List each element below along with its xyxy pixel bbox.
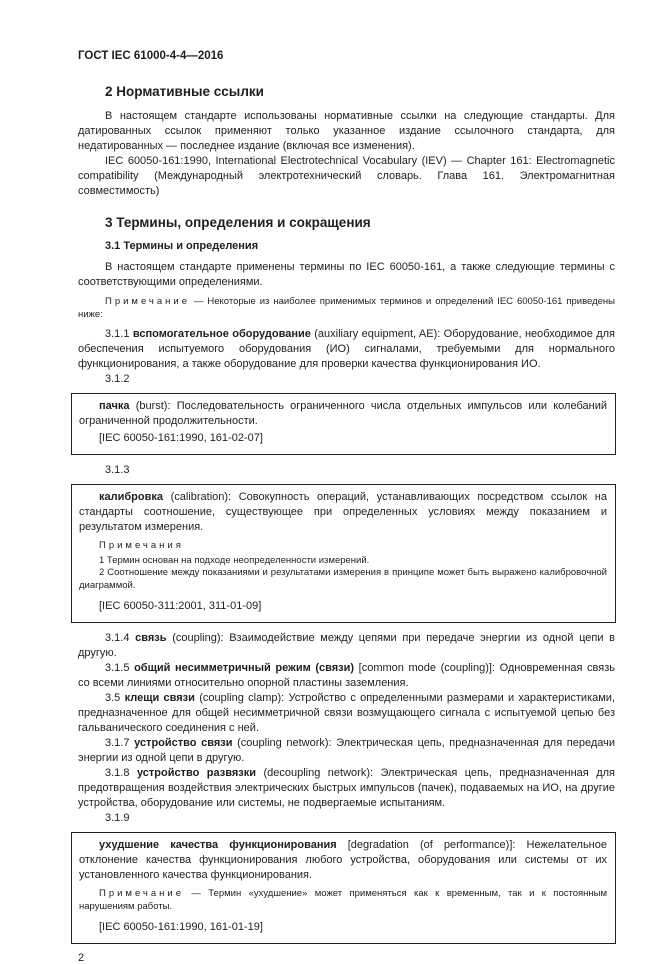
term-number: 3.1.2 (105, 373, 130, 385)
term-paragraph-3-1-4 (78, 631, 615, 661)
term-number: 3.5 (105, 692, 121, 704)
term-number: 3.1.3 (105, 464, 130, 476)
term-definition: (decoupling network): Электрическая цепь, предназначенная для предотвращения воздействия электрических быстрых импульсов (пачек), подаваемых на ИО, на другие устройства, оборудование или системы, не подвергаемые испытаниям. (78, 767, 615, 809)
term-definition: [degradation (of performance)]: Нежелательное отклонение качества функционирования любого устройства, оборудования или системы от их установленного качества функционирования. (79, 839, 607, 881)
section-2-paragraph-1-text: В настоящем стандарте использованы нормативные ссылки на следующие стандарты. Для датированных ссылок применяют только указанное издание ссылочного стандарта, для недатированных — последнее издание (включая все изменения). (78, 110, 615, 152)
definition-box-degradation (71, 832, 616, 944)
term-name: клещи связи (124, 692, 195, 704)
definition-box-calibration (71, 484, 616, 623)
section-3-1-intro-text: В настоящем стандарте применены термины по IEC 60050-161, а также следующие термины с соответствующими определениями. (78, 261, 615, 288)
term-number-3-1-9 (78, 811, 615, 826)
term-paragraph-3-1-5 (78, 661, 615, 691)
section-3-1-intro (78, 260, 615, 290)
term-definition: (calibration): Совокупность операций, устанавливающих посредством ссылок на стандарты соотношение, существующее при определенных условиях между показанием и результатом измерения. (79, 491, 607, 533)
section-3-1-heading: 3.1 Термины и определения (105, 240, 259, 252)
term-number: 3.1.7 (105, 737, 130, 749)
definition-box-burst (71, 393, 616, 455)
term-definition: (auxiliary equipment, AE): Оборудование, необходимое для обеспечения испытуемого оборудования (ИО) сигналами, требуемыми для нормального функционирования, а также оборудование для проверки качества функционирования ИО. (78, 328, 615, 370)
section-2-paragraph-2 (78, 154, 615, 199)
note-label: Примечание (105, 296, 190, 307)
term-name: пачка (99, 400, 130, 412)
term-number: 3.1.9 (105, 812, 130, 824)
definition-text (79, 490, 607, 535)
definition-note (79, 888, 607, 913)
note-item-2: 2 Соотношение между показаниями и результатами измерения в принципе может быть выражено калибровочной диаграммой. (79, 567, 607, 591)
term-name: устройство связи (134, 737, 233, 749)
term-name: устройство развязки (136, 767, 256, 779)
term-number: 3.1.8 (105, 767, 130, 779)
definition-text (79, 838, 607, 883)
term-definition: (coupling): Взаимодействие между цепями при передаче энергии из одной цепи в другую. (78, 632, 616, 659)
term-paragraph-3-1-8 (78, 766, 615, 811)
note-label: Примечания (99, 540, 184, 551)
section-3-heading: 3 Термины, определения и сокращения (105, 215, 371, 230)
term-name: связь (135, 632, 167, 644)
term-definition: (coupling network): Электрическая цепь, предназначенная для передачи энергии из одной цепи в другую. (78, 737, 616, 764)
term-name: вспомогательное оборудование (132, 328, 311, 340)
definition-text (79, 399, 607, 429)
term-paragraph-3-1-1 (78, 327, 615, 372)
note-text: — Термин «ухудшение» может применяться как к временным, так и к постоянным нарушениям работы. (79, 888, 607, 912)
section-2-paragraph-2-text: IEC 60050-161:1990, International Electrotechnical Vocabulary (IEV) — Chapter 161: Electromagnetic compatibility (Международный электротехнический словарь. Глава 161. Электромагнитная совместимость) (78, 155, 615, 197)
term-definition: [common mode (coupling)]: Одновременная связь со всеми линиями относительно опорной пластины заземления. (78, 662, 616, 689)
term-definition: (burst): Последовательность ограниченного числа отдельных импульсов или колебаний ограниченной продолжительности. (79, 400, 607, 427)
section-3-1-note (78, 296, 615, 321)
page-number: 2 (78, 952, 85, 964)
term-number: 3.1.4 (105, 632, 130, 644)
note-item-1: 1 Термин основан на подходе неопределенности измерений. (99, 554, 370, 566)
notes-label (79, 540, 607, 553)
term-name: калибровка (99, 491, 163, 503)
term-name: общий несимметричный режим (связи) (134, 662, 355, 674)
doc-code-header: ГОСТ IEC 61000-4-4—2016 (78, 50, 224, 62)
term-number: 3.1.5 (105, 662, 130, 674)
term-paragraph-3-5 (78, 691, 615, 736)
definition-reference: [IEC 60050-311:2001, 311-01-09] (99, 600, 262, 612)
term-name: ухудшение качества функционирования (99, 839, 337, 851)
definition-reference: [IEC 60050-161:1990, 161-02-07] (99, 432, 263, 444)
term-number: 3.1.1 (105, 328, 130, 340)
term-definition: (coupling clamp): Устройство с определенными размерами и характеристиками, предназначенное для общей несимметричной связи возмущающего сигнала с испытуемой цепью без гальванического соединения с ней. (78, 692, 616, 734)
term-number-3-1-2 (78, 372, 615, 387)
term-paragraph-3-1-7 (78, 736, 615, 766)
note-label: Примечание (99, 888, 184, 899)
section-2-heading: 2 Нормативные ссылки (105, 84, 264, 99)
note-text: — Некоторые из наиболее применимых терминов и определений IEC 60050-161 приведены ниже: (78, 296, 616, 320)
definition-reference: [IEC 60050-161:1990, 161-01-19] (99, 921, 263, 933)
term-number-3-1-3 (78, 463, 615, 478)
section-2-paragraph-1 (78, 109, 615, 154)
